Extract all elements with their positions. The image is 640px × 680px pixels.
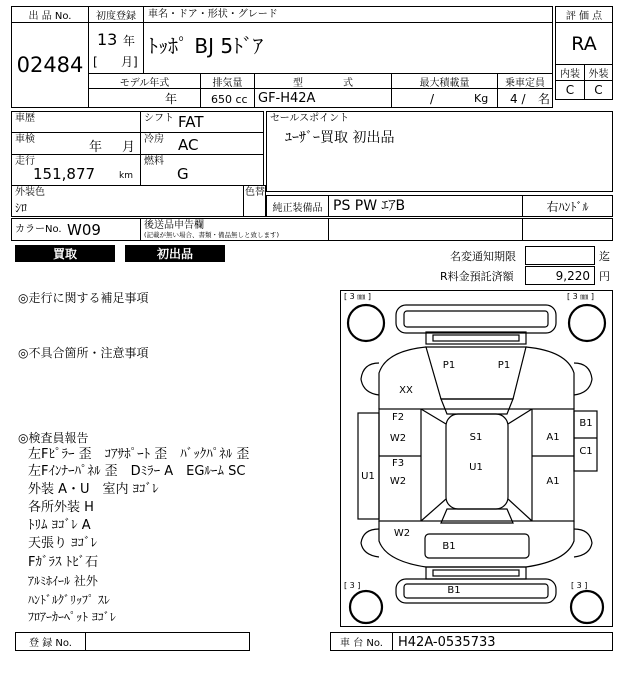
- exterior-color-box: [11, 185, 244, 217]
- damage-mark-front-left-door-lower: W2: [389, 433, 407, 444]
- color-change-label: 色替: [245, 187, 265, 198]
- max-load-box: [391, 88, 498, 108]
- rear-panel-inner: [433, 570, 519, 576]
- inspector-line: 外装 A・U 室内 ﾖｺﾞﾚ: [28, 482, 159, 497]
- badge-buyout: [15, 245, 115, 262]
- exterior-grade: C: [594, 83, 603, 97]
- registration-number-header: [15, 632, 86, 651]
- rear-bumper: [396, 579, 556, 603]
- registration-number-box: [85, 632, 250, 651]
- model-year-box: [88, 88, 201, 108]
- front-right-pillar: [508, 409, 532, 424]
- front-grille-inner: [433, 335, 519, 341]
- exterior-header: [584, 64, 613, 81]
- name-change-deadline-box: [525, 246, 595, 265]
- rear-gate: [425, 534, 529, 558]
- inspection-box: [11, 132, 141, 155]
- inspector-line: 左Fﾋﾟﾗｰ 歪 ｺｱｻﾎﾟｰﾄ 歪 ﾊﾞｯｸﾊﾟﾈﾙ 歪: [28, 447, 250, 462]
- first-registration-header: [88, 6, 144, 23]
- max-load-unit: Kg: [474, 92, 489, 105]
- damage-mark-right-side-lower: C1: [579, 446, 593, 457]
- front-grille: [426, 332, 526, 344]
- rear-bumper-inner: [404, 584, 548, 598]
- chassis-number-box: [392, 632, 613, 651]
- registration-number-label: 登 録 No.: [29, 638, 72, 649]
- first-registration-bracket: [: [93, 55, 98, 69]
- tire-rear-left: [350, 591, 382, 623]
- front-bumper: [396, 305, 556, 333]
- first-registration-year: 13: [97, 30, 118, 49]
- front-left-pillar: [421, 409, 446, 424]
- damage-mark-rear-left-door-lower: W2: [389, 476, 407, 487]
- name-change-deadline-label: 名変通知期限: [450, 250, 516, 263]
- damage-mark-roof-upper: S1: [469, 432, 483, 443]
- badge-first-listing: [125, 245, 225, 262]
- model-code: GF-H42A: [258, 91, 316, 106]
- interior-grade: C: [565, 83, 575, 97]
- tire-label-rear-right: [ 3 ]: [571, 581, 588, 590]
- damage-mark-rear-left-quarter: W2: [393, 528, 411, 539]
- inspector-line: 各所外装 H: [28, 500, 94, 515]
- inspector-line: ﾄﾘﾑ ﾖｺﾞﾚ A: [28, 518, 91, 533]
- ac-label: 冷房: [144, 134, 164, 145]
- inspection-month-unit: 月: [122, 140, 136, 155]
- tire-label-rear-left: [ 3 ]: [344, 581, 361, 590]
- color-number-label: カラーNo.: [15, 224, 62, 235]
- interior-header: [555, 64, 585, 81]
- shift-label: シフト: [144, 113, 174, 124]
- rear-right-pillar: [508, 499, 532, 521]
- tire-front-right: [569, 305, 605, 341]
- capacity-box: [497, 88, 553, 108]
- name-change-deadline-unit: 迄: [599, 250, 610, 263]
- tire-rear-right: [571, 591, 603, 623]
- chassis-number: H42A-0535733: [398, 635, 496, 650]
- displacement-header: [200, 73, 255, 89]
- model-year-label: モデル年式: [119, 77, 170, 89]
- mileage-note-heading: ◎走行に関する補足事項: [18, 291, 149, 305]
- steering-box: [522, 195, 613, 217]
- mileage-label: 走行: [15, 156, 35, 167]
- equipment-value: PS PW ｴｱB: [333, 198, 406, 214]
- ac-value: AC: [178, 136, 199, 154]
- capacity-header: [497, 73, 553, 89]
- displacement-box: [200, 88, 255, 108]
- fuel-box: [140, 154, 264, 186]
- sales-point-label: セールスポイント: [270, 113, 350, 124]
- exterior-color-value: ｼﾛ: [15, 201, 28, 215]
- rear-right-wheel-arch: [574, 529, 592, 557]
- capacity: 4 /: [510, 92, 526, 106]
- front-left-fender: [379, 347, 426, 409]
- chassis-number-label: 車 台 No.: [340, 638, 383, 649]
- damage-mark-rear-left-door-upper: F3: [391, 458, 405, 469]
- equipment-label: 純正装備品: [272, 202, 323, 214]
- mileage-unit: km: [119, 171, 133, 181]
- model-year-header: [88, 73, 201, 89]
- color-change-box: [243, 185, 266, 217]
- inspection-label: 車検: [15, 134, 35, 145]
- fuel-label: 燃料: [144, 156, 164, 167]
- inspector-line: 左Fｲﾝﾅｰﾊﾟﾈﾙ 歪 Dﾐﾗｰ A EGﾙｰﾑ SC: [28, 464, 246, 479]
- damage-mark-rear-bumper: B1: [447, 585, 461, 596]
- extra-entry-box: [522, 218, 613, 241]
- grade-header: [555, 6, 613, 23]
- shift-value: FAT: [178, 113, 204, 131]
- damage-mark-left-side: U1: [361, 471, 375, 482]
- inspector-line: ﾊﾝﾄﾞﾙｸﾞﾘｯﾌﾟ ｽﾚ: [28, 593, 110, 607]
- car-name-header: [143, 6, 553, 23]
- first-registration-box: [88, 22, 144, 74]
- first-registration-year-unit: 年: [123, 34, 136, 48]
- damage-mark-roof-lower: U1: [469, 462, 483, 473]
- fuel-value: G: [177, 165, 189, 183]
- damage-mark-front-left-door-upper: F2: [391, 412, 405, 423]
- car-name-box: [143, 22, 553, 74]
- history-box: [11, 111, 141, 133]
- chassis-number-header: [330, 632, 393, 651]
- exterior-grade-box: [584, 80, 613, 100]
- car-diagram: [340, 290, 613, 627]
- max-load-header: [391, 73, 498, 89]
- color-number-box: [11, 218, 141, 241]
- first-registration-label: 初度登録: [96, 11, 136, 22]
- front-left-wheel-arch: [361, 363, 379, 395]
- damage-mark-rear-gate: B1: [442, 541, 456, 552]
- badge-first-listing-label: 初出品: [156, 247, 193, 261]
- recycle-fee-value: 9,220: [555, 269, 590, 283]
- model-code-header: [254, 73, 392, 89]
- model-code-label: 型 式: [293, 77, 353, 89]
- rear-left-pillar: [421, 499, 446, 521]
- inspector-line: ｱﾙﾐﾎｲｰﾙ 社外: [28, 574, 98, 588]
- sales-point-value: ﾕｰｻﾞｰ買取 初出品: [285, 130, 395, 146]
- lot-number-box: [11, 22, 89, 108]
- equipment-header: [266, 195, 329, 217]
- displacement: 650 cc: [211, 93, 248, 106]
- max-load-label: 最大積載量: [419, 77, 470, 89]
- tire-label-front-left: [ 3 ㎜ ]: [344, 292, 371, 301]
- recycle-fee-label: R料金預託済額: [440, 270, 514, 283]
- inspector-line: Fｶﾞﾗｽ ﾄﾋﾞ石: [28, 555, 99, 570]
- displacement-label: 排気量: [212, 77, 243, 89]
- inspection-year-unit: 年: [89, 140, 103, 155]
- interior-label: 内装: [560, 69, 580, 80]
- exterior-label: 外装: [588, 69, 609, 80]
- damage-mark-front-right-door: A1: [546, 432, 560, 443]
- defect-heading: ◎不具合箇所・注意事項: [18, 346, 149, 360]
- car-name-label: 車名・ドア・形状・グレード: [148, 9, 278, 20]
- model-year-unit: 年: [165, 92, 178, 106]
- history-label: 車歴: [15, 113, 35, 124]
- model-code-box: [254, 88, 392, 108]
- exterior-color-label: 外装色: [15, 187, 45, 198]
- windshield: [441, 399, 513, 414]
- damage-mark-hood-right: P1: [497, 360, 511, 371]
- deferred-items-box: [140, 218, 329, 241]
- lot-number-header: [11, 6, 89, 23]
- steering-value: 右ﾊﾝﾄﾞﾙ: [546, 199, 589, 214]
- damage-mark-front-left-fender: XX: [399, 385, 413, 396]
- inspector-report-heading: ◎検査員報告: [18, 431, 89, 445]
- max-load-separator: /: [430, 92, 435, 106]
- car-name: ﾄｯﾎﾟ BJ 5ﾄﾞｱ: [148, 34, 264, 58]
- lot-number: 02484: [16, 53, 84, 77]
- shift-box: [140, 111, 264, 133]
- capacity-unit: 名: [538, 92, 551, 106]
- tire-front-left: [348, 305, 384, 341]
- interior-grade-box: [555, 80, 585, 100]
- lot-number-label: 出 品 No.: [28, 11, 72, 22]
- front-right-fender: [526, 347, 574, 409]
- inspector-line: ﾌﾛｱｰｶｰﾍﾟｯﾄ ﾖｺﾞﾚ: [28, 610, 116, 624]
- damage-mark-right-side-upper: B1: [579, 418, 593, 429]
- deferred-items-label: 後送品申告欄: [144, 220, 204, 231]
- front-right-wheel-arch: [574, 363, 592, 395]
- rear-panel: [426, 567, 526, 579]
- first-registration-month: 月]: [121, 55, 138, 69]
- grade-box: [555, 22, 613, 65]
- sales-point-box: [266, 111, 613, 192]
- hood: [426, 347, 526, 399]
- equipment-box: [328, 195, 523, 217]
- recycle-fee-box: [525, 266, 595, 285]
- left-side-panel: [358, 413, 379, 519]
- deferred-items-entry: [328, 218, 523, 241]
- badge-buyout-label: 買取: [52, 247, 77, 261]
- color-number-value: W09: [67, 221, 101, 239]
- car-diagram-drawing: [341, 291, 612, 626]
- ac-box: [140, 132, 264, 155]
- mileage-box: [11, 154, 141, 186]
- rear-left-wheel-arch: [361, 529, 379, 557]
- damage-mark-rear-right-door: A1: [546, 476, 560, 487]
- inspector-line: 天張り ﾖｺﾞﾚ: [28, 536, 98, 551]
- grade-label: 評 価 点: [565, 11, 603, 22]
- capacity-label: 乗車定員: [505, 77, 545, 89]
- grade: RA: [571, 32, 597, 55]
- tire-label-front-right: [ 3 ㎜ ]: [567, 292, 594, 301]
- mileage-value: 151,877: [33, 165, 96, 183]
- damage-mark-hood-left: P1: [442, 360, 456, 371]
- deferred-items-note: (記載が無い場合、書類・備品無しと致します): [144, 231, 280, 239]
- front-bumper-inner: [404, 311, 548, 327]
- recycle-fee-unit: 円: [599, 270, 610, 283]
